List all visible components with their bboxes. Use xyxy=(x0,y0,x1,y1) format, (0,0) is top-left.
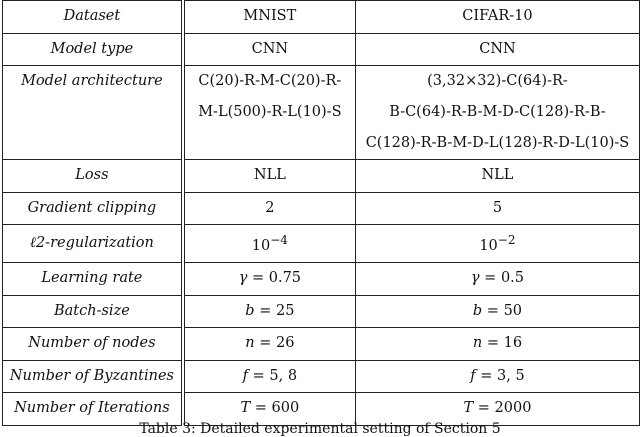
table-row xyxy=(3,66,640,160)
math-value: 3, 5 xyxy=(497,367,525,384)
row-label: Batch-size xyxy=(3,295,183,328)
row-label: Number of Iterations xyxy=(3,393,183,426)
cell-mnist: γ = 0.75 xyxy=(183,263,356,296)
table-row xyxy=(3,160,640,193)
arch-line: (3,32×32)-C(64)-R- xyxy=(427,73,568,89)
table-row xyxy=(3,225,640,263)
cell-cifar: CNN xyxy=(355,33,639,66)
row-label: Learning rate xyxy=(3,263,183,296)
cell-cifar xyxy=(355,225,639,263)
cell-mnist: CNN xyxy=(183,33,356,66)
math-var: b xyxy=(472,302,483,319)
cell-mnist: b = 25 xyxy=(183,295,356,328)
cell-mnist xyxy=(183,66,356,160)
math-value: 0.5 xyxy=(500,270,525,287)
cell-cifar: T = 2000 xyxy=(355,393,639,426)
cell-cifar: n = 16 xyxy=(355,328,639,361)
cell-mnist: f = 5, 8 xyxy=(183,360,356,393)
arch-line: M-L(500)-R-L(10)-S xyxy=(198,104,342,120)
math-var: n xyxy=(472,335,483,352)
power-exponent: −2 xyxy=(497,233,516,247)
math-value: 0.75 xyxy=(268,270,302,287)
table-row xyxy=(3,192,640,225)
table-row xyxy=(3,33,640,66)
row-label: ℓ2-regularization xyxy=(3,225,183,263)
table-caption: Table 3: Detailed experimental setting of Section 5 xyxy=(139,421,501,437)
math-var: f xyxy=(242,367,249,384)
cell-cifar: b = 50 xyxy=(355,295,639,328)
table-row xyxy=(3,295,640,328)
math-var: f xyxy=(470,367,476,384)
arch-line: C(20)-R-M-C(20)-R- xyxy=(198,73,342,89)
power-exponent: −4 xyxy=(270,233,288,247)
cell-cifar xyxy=(355,66,639,160)
cell-mnist: T = 600 xyxy=(183,393,356,426)
header-cifar10: CIFAR-10 xyxy=(355,1,639,34)
math-value: 26 xyxy=(276,335,295,352)
arch-line: B-C(64)-R-B-M-D-C(128)-R-B- xyxy=(389,104,606,120)
cell-cifar: NLL xyxy=(355,160,639,193)
math-var: b xyxy=(245,302,255,319)
table-row xyxy=(3,263,640,296)
arch-line: C(128)-R-B-M-D-L(128)-R-D-L(10)-S xyxy=(365,135,630,151)
cell-mnist xyxy=(183,225,356,263)
math-var: γ xyxy=(238,270,248,287)
cell-mnist: n = 26 xyxy=(183,328,356,361)
header-row xyxy=(3,1,640,34)
settings-table xyxy=(2,0,640,426)
row-label: Gradient clipping xyxy=(3,192,183,225)
math-var: T xyxy=(240,400,251,417)
row-label: Model type xyxy=(3,33,183,66)
cell-mnist: 2 xyxy=(183,192,356,225)
math-value: 600 xyxy=(271,400,300,417)
cell-cifar: γ = 0.5 xyxy=(355,263,639,296)
math-var: γ xyxy=(470,270,480,287)
row-label: Number of nodes xyxy=(3,328,183,361)
math-value: 5, 8 xyxy=(269,367,298,384)
math-value: 16 xyxy=(503,335,523,352)
math-value: 50 xyxy=(503,302,523,319)
math-value: 25 xyxy=(275,302,295,319)
power-base: 10 xyxy=(251,237,271,254)
cell-cifar: f = 3, 5 xyxy=(355,360,639,393)
cell-mnist: NLL xyxy=(183,160,356,193)
header-dataset: Dataset xyxy=(3,1,183,34)
math-value: 2000 xyxy=(494,400,532,417)
power-base: 10 xyxy=(479,237,498,254)
header-mnist: MNIST xyxy=(183,1,356,34)
row-label: Model architecture xyxy=(3,66,183,160)
row-label: Loss xyxy=(3,160,183,193)
cell-cifar: 5 xyxy=(355,192,639,225)
row-label: Number of Byzantines xyxy=(3,360,183,393)
math-var: n xyxy=(245,335,255,352)
table-row xyxy=(3,360,640,393)
table-row xyxy=(3,328,640,361)
math-var: T xyxy=(463,400,474,417)
